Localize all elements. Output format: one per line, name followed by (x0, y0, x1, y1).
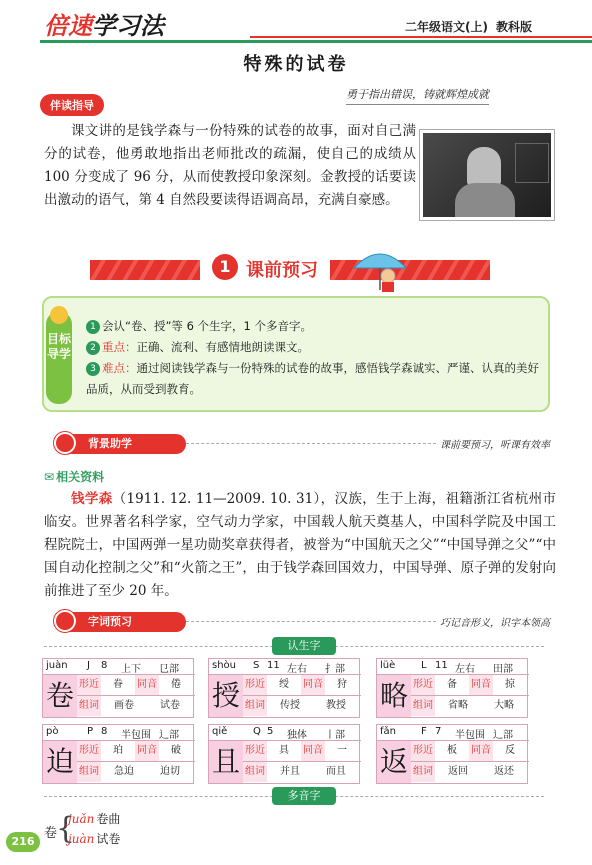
homophone-char: 掠 (505, 679, 515, 690)
brand-part-a: 倍速 (44, 12, 92, 40)
polyphone-reading (68, 810, 120, 827)
bear-badge-icon (50, 306, 68, 324)
card-structure: 独体 (287, 730, 307, 741)
page-title: 特殊的试卷 (243, 54, 349, 75)
card-pinyin: lüè (380, 660, 396, 671)
grade-label (397, 18, 532, 35)
dashed-divider (186, 621, 436, 622)
label-similar: 形近 (243, 675, 267, 695)
card-header (209, 725, 361, 741)
goal-prefix: 重点： (102, 340, 137, 354)
card-row-words (243, 762, 361, 783)
card-structure: 上下 (121, 664, 141, 675)
banner-stripe-left (90, 260, 200, 280)
label-words: 组词 (77, 696, 101, 716)
character-card (42, 724, 194, 784)
word-2: 试卷 (160, 700, 180, 711)
card-row-words (77, 696, 195, 717)
word-2: 返还 (494, 766, 514, 777)
card-pinyin: pò (46, 726, 59, 737)
card-row-similar (411, 675, 529, 696)
key-icon (54, 610, 76, 632)
card-strokes: 5 (267, 726, 274, 737)
similar-char: 具 (279, 745, 289, 756)
card-strokes: 11 (267, 660, 280, 671)
goal-text: 通过阅读钱学森与一份特殊的试卷的故事，感悟钱学森诚实、严谨、认真的美好品质，从而受到教育。 (86, 361, 539, 396)
background-hint: 课前要预习，听课有效率 (440, 440, 550, 451)
motto: 勇于指出错误，铸就辉煌成就 (346, 86, 489, 105)
label-similar: 形近 (77, 741, 101, 761)
goals-side-label (46, 312, 72, 404)
card-row-words (77, 762, 195, 783)
reading-pinyin: juàn (68, 832, 95, 846)
label-words: 组词 (243, 762, 267, 782)
goal-item (86, 316, 546, 337)
brand-logo (44, 6, 164, 41)
card-letter: F (421, 726, 427, 737)
label-similar: 形近 (411, 741, 435, 761)
card-header (209, 659, 361, 675)
card-row-words (411, 696, 529, 717)
card-letter: J (87, 660, 90, 671)
card-header (43, 725, 195, 741)
label-similar: 形近 (243, 741, 267, 761)
character-card (376, 658, 528, 718)
page-header (0, 0, 592, 44)
background-label: 背景助学 (62, 434, 186, 454)
person-head-shape (467, 147, 501, 187)
section-banner-preview (90, 256, 494, 282)
person-body-shape (455, 183, 515, 220)
card-header (377, 659, 529, 675)
card-row-similar (77, 675, 195, 696)
character-card (42, 658, 194, 718)
card-row-words (411, 762, 529, 783)
words-header (40, 610, 550, 632)
card-row-similar (243, 675, 361, 696)
card-structure: 左右 (287, 664, 307, 675)
goals-side-text: 目标导学 (46, 332, 71, 361)
goal-item (86, 358, 546, 400)
card-pinyin: shòu (212, 660, 237, 671)
grade-text: 二年级语文(上) (405, 20, 488, 34)
bio-name: 钱学森 (71, 491, 113, 507)
polyphone-reading (68, 830, 120, 847)
character-card (376, 724, 528, 784)
card-radical: 扌部 (325, 664, 345, 675)
reference-title (44, 468, 104, 485)
card-header (43, 659, 195, 675)
card-structure: 半包围 (121, 730, 151, 741)
homophone-char: 破 (171, 745, 181, 756)
portrait-photo (420, 130, 554, 220)
page-number: 216 (6, 832, 40, 852)
homophone-char: 狩 (337, 679, 347, 690)
goal-text: 正确、流利、有感情地朗读课文。 (136, 340, 309, 354)
lightbulb-icon (54, 432, 76, 454)
card-pinyin: qiě (212, 726, 228, 737)
card-character: 略 (377, 675, 411, 717)
card-strokes: 8 (101, 726, 108, 737)
card-structure: 左右 (455, 664, 475, 675)
card-row-similar (77, 741, 195, 762)
guide-text: 课文讲的是钱学森与一份特殊的试卷的故事，面对自己满分的试卷，他勇敢地指出老师批改的疏漏，使自己的成绩从 100 分变成了 96 分，从而使教授印象深刻。金教授的话要读出激动的语气，第 4 自然段要读得语调高昂，充满自豪感。 (44, 123, 416, 208)
label-homophone: 同音 (301, 675, 325, 695)
header-accent-line (250, 36, 592, 38)
label-words: 组词 (411, 696, 435, 716)
card-character: 迫 (43, 741, 77, 783)
word-2: 而且 (326, 766, 346, 777)
goal-item (86, 337, 546, 358)
label-words: 组词 (77, 762, 101, 782)
card-character: 返 (377, 741, 411, 783)
similar-char: 绶 (279, 679, 289, 690)
polyphone-char: 卷 (44, 826, 58, 841)
card-strokes: 8 (101, 660, 108, 671)
label-homophone: 同音 (469, 675, 493, 695)
similar-char: 眷 (113, 679, 123, 690)
homophone-char: 反 (505, 745, 515, 756)
word-1: 返回 (448, 766, 468, 777)
card-letter: P (87, 726, 94, 737)
similar-char: 备 (447, 679, 457, 690)
card-radical: 丨部 (325, 730, 345, 741)
word-1: 急迫 (114, 766, 134, 777)
card-row-similar (243, 741, 361, 762)
word-2: 迫切 (160, 766, 180, 777)
brace-icon: { (56, 811, 76, 846)
similar-char: 珀 (113, 745, 123, 756)
brand-part-b: 学习法 (92, 12, 164, 40)
word-1: 传授 (280, 700, 300, 711)
card-radical: 辶部 (159, 730, 179, 741)
words-hint: 巧记音形义，识字本领高 (440, 618, 550, 629)
reading-word: 试卷 (96, 832, 121, 846)
goals-list (86, 316, 546, 400)
edition-text: 教科版 (495, 20, 532, 34)
label-homophone: 同音 (469, 741, 493, 761)
label-homophone: 同音 (135, 675, 159, 695)
reading-pinyin: juǎn (68, 812, 95, 826)
goal-number: 3 (86, 362, 100, 376)
card-pinyin: juàn (46, 660, 68, 671)
word-1: 省略 (448, 700, 468, 711)
card-row-similar (411, 741, 529, 762)
blackboard-shape (515, 143, 549, 183)
card-character: 且 (209, 741, 243, 783)
goal-number: 1 (86, 320, 100, 334)
character-card (208, 724, 360, 784)
card-character: 卷 (43, 675, 77, 717)
guide-label: 伴读指导 (40, 94, 104, 116)
card-radical: 田部 (493, 664, 513, 675)
card-pinyin: fǎn (380, 726, 396, 737)
reading-word: 卷曲 (96, 812, 121, 826)
card-character: 授 (209, 675, 243, 717)
words-label: 字词预习 (62, 612, 186, 632)
word-1: 并且 (280, 766, 300, 777)
word-2: 教授 (326, 700, 346, 711)
goal-number: 2 (86, 341, 100, 355)
similar-char: 板 (447, 745, 457, 756)
homophone-char: 一 (337, 745, 347, 756)
card-header (377, 725, 529, 741)
section-label: 课前预习 (246, 260, 318, 281)
card-strokes: 7 (435, 726, 442, 737)
card-strokes: 11 (435, 660, 448, 671)
label-homophone: 同音 (135, 741, 159, 761)
header-divider (40, 40, 592, 43)
label-similar: 形近 (411, 675, 435, 695)
word-1: 画卷 (114, 700, 134, 711)
bio-paragraph (44, 488, 556, 603)
umbrella-kid-icon (348, 246, 412, 294)
bio-text: （1911. 12. 11—2009. 10. 31），汉族，生于上海，祖籍浙江省杭州市临安。世界著名科学家，空气动力学家，中国载人航天奠基人，中国科学院及中国工程院院士，中国两弹一星功勋奖章获得者，被誉为“中国航天之父”“中国导弹之父”“中国自动化控制之父”和“火箭之王”，由于钱学森回国效力，中国导弹、原子弹的发射向前推进了至少 20 年。 (44, 491, 557, 599)
polyphone-label: 多音字 (272, 787, 336, 805)
homophone-char: 倦 (171, 679, 181, 690)
section-number: 1 (212, 254, 238, 280)
label-homophone: 同音 (301, 741, 325, 761)
card-row-words (243, 696, 361, 717)
card-letter: S (253, 660, 260, 671)
dashed-divider (186, 443, 436, 444)
goal-text: 会认“卷、授”等 6 个生字，1 个多音字。 (102, 319, 313, 333)
character-card (208, 658, 360, 718)
goal-prefix: 难点： (102, 361, 137, 375)
envelope-icon: ✉ (44, 470, 55, 484)
recognize-label: 认生字 (272, 637, 336, 655)
label-similar: 形近 (77, 675, 101, 695)
card-structure: 半包围 (455, 730, 485, 741)
card-radical: 辶部 (493, 730, 513, 741)
background-header (40, 432, 550, 454)
label-words: 组词 (411, 762, 435, 782)
word-2: 大略 (494, 700, 514, 711)
card-radical: 㔾部 (159, 664, 179, 675)
label-words: 组词 (243, 696, 267, 716)
card-letter: Q (253, 726, 261, 737)
card-letter: L (421, 660, 427, 671)
reference-title-text: 相关资料 (56, 470, 105, 484)
